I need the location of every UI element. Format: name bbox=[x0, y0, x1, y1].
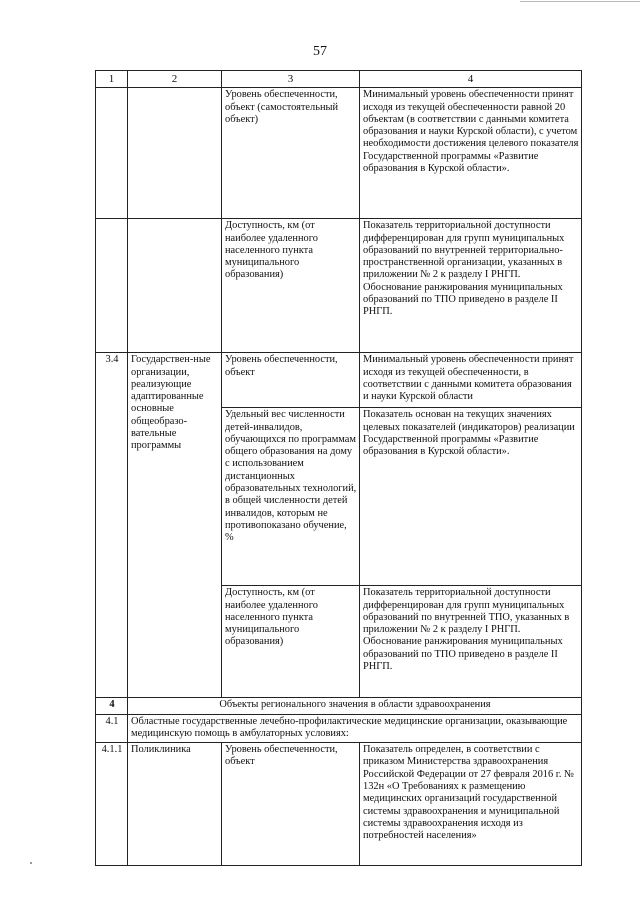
object-name bbox=[128, 219, 222, 353]
criterion-cell: Уровень обеспеченности, объект (самостоятельный объект) bbox=[222, 88, 360, 219]
row-number bbox=[96, 219, 128, 353]
header-col-4: 4 bbox=[360, 71, 582, 88]
page-number: 57 bbox=[313, 44, 327, 59]
table-row bbox=[96, 88, 582, 219]
criterion-cell: Удельный вес численности детей-инвалидов, обучающихся по программам общего образования на дому с использованием дистанционных образовательных технологий, в общей численности детей инвалидов, которым не противопоказано обучение, % bbox=[222, 408, 360, 586]
criterion-cell: Доступность, км (от наиболее удаленного населенного пункта муниципального образования) bbox=[222, 586, 360, 698]
description-cell: Показатель территориальной доступности дифференцирован для групп муниципальных образований по внутренней территориально-пространственной организации, указанных в приложении № 2 к разделу I РНГП. Обоснование ранжирования муниципальных образований по ТПО приведено в разделе II РНГП. bbox=[360, 219, 582, 353]
row-number: 3.4 bbox=[96, 353, 128, 698]
subsection-title: Областные государственные лечебно-профилактические медицинские организации, оказывающие медицинскую помощь в амбулаторных условиях: bbox=[128, 714, 582, 743]
row-number: 4.1.1 bbox=[96, 743, 128, 866]
description-cell: Минимальный уровень обеспеченности принят исходя из текущей обеспеченности, в соответствии с данными комитета образования и науки Курской области bbox=[360, 353, 582, 408]
description-cell: Минимальный уровень обеспеченности принят исходя из текущей обеспеченности равной 20 объектам (в соответствии с данными комитета образования и науки Курской области), с учетом необходимости достижения целевого показателя Государственной программы «Развитие образования в Курской области». bbox=[360, 88, 582, 219]
subsection-row bbox=[96, 714, 582, 743]
header-col-1: 1 bbox=[96, 71, 128, 88]
scan-speck bbox=[30, 862, 32, 864]
table-row bbox=[96, 743, 582, 866]
criterion-cell: Уровень обеспеченности, объект bbox=[222, 743, 360, 866]
section-number: 4 bbox=[96, 698, 128, 714]
section-row bbox=[96, 698, 582, 714]
criterion-cell: Доступность, км (от наиболее удаленного населенного пункта муниципального образования) bbox=[222, 219, 360, 353]
section-title: Объекты регионального значения в области здравоохранения bbox=[128, 698, 582, 714]
header-col-3: 3 bbox=[222, 71, 360, 88]
description-cell: Показатель определен, в соответствии с приказом Министерства здравоохранения Российской Федерации от 27 февраля 2016 г. № 132н «О Требованиях к размещению медицинских организаций государственной системы здравоохранения и муниципальной системы здравоохранения исходя из потребностей населения» bbox=[360, 743, 582, 866]
description-cell: Показатель основан на текущих значениях целевых показателей (индикаторов) реализации Государственной программы «Развитие образования в Курской области». bbox=[360, 408, 582, 586]
object-name: Государствен-ные организации, реализующие адаптированные основные общеобразо-вательные программы bbox=[128, 353, 222, 698]
standards-table bbox=[95, 70, 582, 866]
table-row bbox=[96, 353, 582, 408]
object-name bbox=[128, 88, 222, 219]
subsection-number: 4.1 bbox=[96, 714, 128, 743]
object-name: Поликлиника bbox=[128, 743, 222, 866]
description-cell: Показатель территориальной доступности дифференцирован для групп муниципальных образований по внутренней ТПО, указанных в приложении № 2 к разделу I РНГП. Обоснование ранжирования муниципальных образований по ТПО приведено в разделе II РНГП. bbox=[360, 586, 582, 698]
criterion-cell: Уровень обеспеченности, объект bbox=[222, 353, 360, 408]
header-row bbox=[96, 71, 582, 88]
header-col-2: 2 bbox=[128, 71, 222, 88]
scan-edge-line bbox=[520, 1, 640, 2]
row-number bbox=[96, 88, 128, 219]
table-row bbox=[96, 219, 582, 353]
